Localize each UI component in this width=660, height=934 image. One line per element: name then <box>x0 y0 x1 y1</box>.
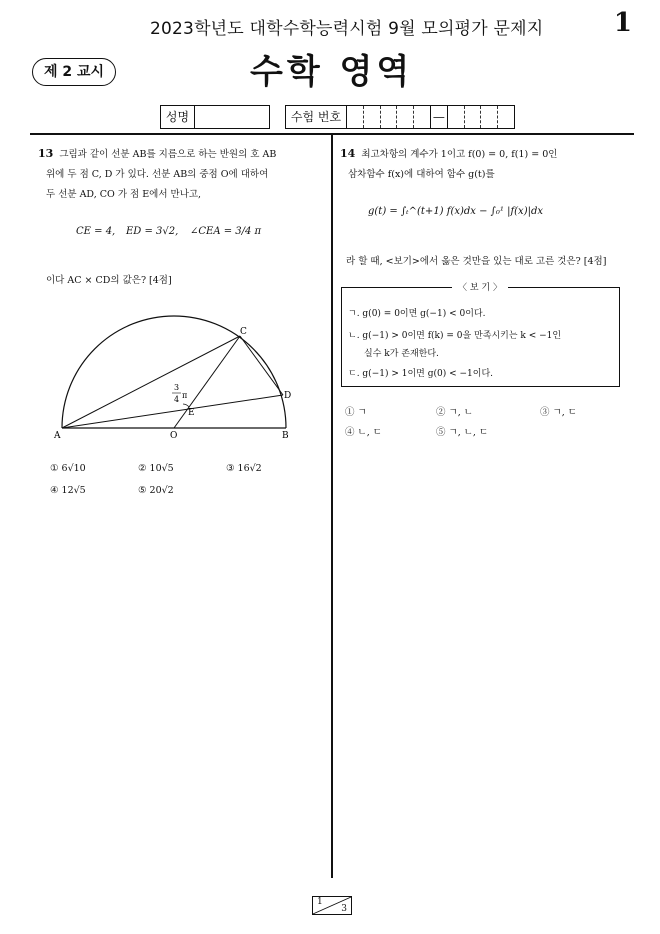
q13-choice-4[interactable]: ④ 12√5 <box>50 485 86 496</box>
q13-line3: 두 선분 AD, CO 가 점 E에서 만나고, <box>46 189 202 200</box>
id-digit-cell[interactable] <box>498 106 514 128</box>
q13-line2: 위에 두 점 C, D 가 있다. 선분 AB의 중점 O에 대하여 <box>46 169 269 180</box>
q13-cond-angle: ∠CEA = 3/4 π <box>190 226 262 237</box>
bogi-item-2-cont: 실수 k가 존재한다. <box>364 349 439 359</box>
q14-question: 라 할 때, <보기>에서 옳은 것만을 있는 대로 고른 것은? [4점] <box>346 256 607 267</box>
exam-title: 2023학년도 대학수학능력시험 9월 모의평가 문제지 <box>150 19 544 39</box>
angle-denominator: 4 <box>174 395 180 404</box>
q14-choice-3[interactable]: ③ ㄱ, ㄷ <box>540 407 577 418</box>
page-indicator <box>312 896 352 915</box>
segment-cd <box>240 336 283 395</box>
semicircle-figure <box>50 310 300 440</box>
session-badge: 제 2 교시 <box>32 58 116 86</box>
label-e: E <box>188 408 195 418</box>
q13-line1: 그림과 같이 선분 AB를 지름으로 하는 반원의 호 AB <box>59 149 277 160</box>
angle-arc <box>183 404 189 407</box>
q14-line2: 삼차함수 f(x)에 대하여 함수 g(t)를 <box>348 169 495 180</box>
q13-choice-1[interactable]: ① 6√10 <box>50 463 86 474</box>
column-divider <box>331 134 333 878</box>
q14-choice-5[interactable]: ⑤ ㄱ, ㄴ, ㄷ <box>436 427 489 438</box>
angle-pi: π <box>182 391 188 400</box>
q13-choice-5[interactable]: ⑤ 20√2 <box>138 485 174 496</box>
label-a: A <box>54 431 61 440</box>
id-label: 수험 번호 <box>286 106 347 128</box>
page-current: 1 <box>317 897 323 907</box>
bogi-item-2: ㄴ. g(−1) > 0이면 f(k) = 0을 만족시키는 k < −1인 <box>348 331 562 341</box>
segment-ac <box>62 336 240 428</box>
q14-formula: g(t) = ∫ₜ^(t+1) f(x)dx − ∫₀¹ |f(x)|dx <box>368 206 544 217</box>
q13-choice-3[interactable]: ③ 16√2 <box>226 463 262 474</box>
question-13 <box>38 144 323 205</box>
page-number: 1 <box>613 8 632 38</box>
id-digit-cell[interactable] <box>414 106 431 128</box>
bogi-caption: 〈 보 기 〉 <box>452 280 508 293</box>
page-total: 3 <box>341 904 347 914</box>
label-c: C <box>240 327 247 337</box>
q13-choice-2[interactable]: ② 10√5 <box>138 463 174 474</box>
q14-line1: 최고차항의 계수가 1이고 f(0) = 0, f(1) = 0인 <box>361 149 558 160</box>
q13-question: 이다 AC × CD의 값은? [4점] <box>46 275 172 286</box>
id-digit-cell[interactable] <box>397 106 414 128</box>
id-digit-cell[interactable] <box>465 106 482 128</box>
bogi-item-1: ㄱ. g(0) = 0이면 g(−1) < 0이다. <box>348 309 486 319</box>
name-field[interactable] <box>160 105 270 129</box>
q13-number: 13 <box>38 147 54 160</box>
q13-cond-ce: CE = 4, <box>76 226 116 237</box>
q13-cond-ed: ED = 3√2, <box>126 226 179 237</box>
q14-choice-2[interactable]: ② ㄱ, ㄴ <box>436 407 473 418</box>
id-dash: — <box>431 106 448 128</box>
angle-numerator: 3 <box>174 383 180 392</box>
question-14 <box>340 144 625 185</box>
q14-choice-4[interactable]: ④ ㄴ, ㄷ <box>345 427 382 438</box>
subject-title: 수학 영역 <box>250 52 414 92</box>
bogi-box <box>341 283 620 387</box>
label-b: B <box>282 431 289 440</box>
segment-co <box>174 336 240 428</box>
segment-ad <box>62 395 283 428</box>
name-label: 성명 <box>161 106 195 128</box>
label-o: O <box>170 431 178 440</box>
q14-number: 14 <box>340 147 356 160</box>
id-digit-cell[interactable] <box>364 106 381 128</box>
label-d: D <box>284 391 292 401</box>
id-digit-cell[interactable] <box>381 106 398 128</box>
q14-choice-1[interactable]: ① ㄱ <box>345 407 367 418</box>
exam-id-field[interactable] <box>285 105 515 129</box>
bogi-item-3: ㄷ. g(−1) > 1이면 g(0) < −1이다. <box>348 369 493 379</box>
id-digit-cell[interactable] <box>448 106 465 128</box>
id-digit-cell[interactable] <box>347 106 364 128</box>
id-digit-cell[interactable] <box>481 106 498 128</box>
